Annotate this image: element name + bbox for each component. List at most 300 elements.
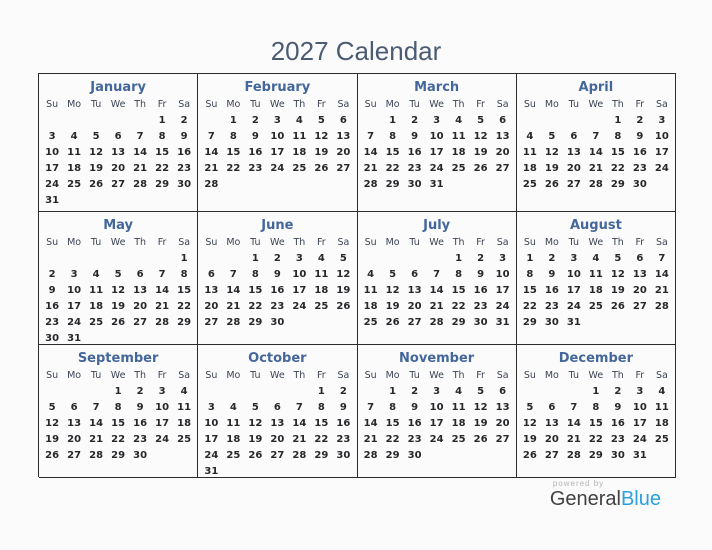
week-row [200, 250, 354, 266]
day-cell: 18 [292, 146, 307, 158]
weekday-header: Sa [655, 99, 668, 110]
day-cell: 9 [411, 130, 419, 142]
day-cell: 29 [385, 449, 400, 461]
day-cell: 30 [632, 178, 647, 190]
week-row [519, 282, 673, 298]
weekday-header: Sa [655, 370, 668, 381]
day-cell: 1 [614, 114, 622, 126]
day-cell: 13 [111, 146, 126, 158]
day-cell: 28 [363, 178, 378, 190]
week-row [41, 192, 195, 208]
weekday-header: Sa [496, 99, 509, 110]
day-cell: 31 [566, 316, 581, 328]
empty-day-cell [470, 176, 492, 192]
week-row [41, 282, 195, 298]
day-cell: 23 [336, 433, 351, 445]
day-cell: 3 [658, 114, 666, 126]
day-cell: 1 [180, 252, 188, 264]
month-october [198, 345, 357, 478]
day-cell: 22 [155, 162, 170, 174]
weekday-header: Su [523, 237, 536, 248]
weekday-header: Fr [476, 237, 485, 248]
day-cell: 2 [180, 114, 188, 126]
day-cell: 23 [177, 162, 192, 174]
day-cell: 10 [495, 268, 510, 280]
day-cell: 26 [473, 433, 488, 445]
day-cell: 14 [363, 146, 378, 158]
weekday-header: Th [134, 370, 147, 381]
weekday-header: We [429, 370, 444, 381]
day-cell: 21 [133, 162, 148, 174]
week-row [200, 447, 354, 463]
day-cell: 13 [495, 130, 510, 142]
day-cell: 10 [429, 401, 444, 413]
empty-day-cell [448, 176, 470, 192]
week-row [519, 176, 673, 192]
week-row [41, 112, 195, 128]
day-cell: 26 [45, 449, 60, 461]
day-cell: 24 [67, 316, 82, 328]
day-cell: 24 [155, 433, 170, 445]
day-cell: 7 [592, 130, 600, 142]
day-cell: 12 [385, 284, 400, 296]
week-row [41, 447, 195, 463]
day-cell: 19 [111, 300, 126, 312]
day-cell: 17 [45, 162, 60, 174]
day-cell: 22 [610, 162, 625, 174]
day-cell: 11 [363, 284, 378, 296]
weekday-header: Sa [178, 237, 191, 248]
day-cell: 10 [429, 130, 444, 142]
weekday-header: We [588, 99, 604, 110]
empty-day-cell [310, 176, 332, 192]
week-row [519, 431, 673, 447]
empty-day-cell [107, 112, 129, 128]
empty-day-cell [151, 192, 173, 208]
day-cell: 15 [588, 417, 603, 429]
day-cell: 22 [385, 433, 400, 445]
week-row [360, 176, 514, 192]
month-title: August [569, 218, 622, 233]
weekday-header: Su [364, 370, 377, 381]
day-cell: 30 [133, 449, 148, 461]
empty-day-cell [563, 383, 585, 399]
day-cell: 27 [133, 316, 148, 328]
day-cell: 22 [385, 162, 400, 174]
month-february [198, 74, 357, 212]
weekday-header: Fr [157, 237, 167, 248]
day-cell: 3 [499, 252, 507, 264]
day-cell: 19 [544, 162, 559, 174]
weekday-header: Fr [317, 237, 326, 248]
weekday-header: Fr [157, 370, 167, 381]
day-cell: 26 [314, 162, 329, 174]
day-cell: 9 [339, 401, 347, 413]
day-cell: 30 [45, 332, 60, 344]
day-cell: 27 [67, 449, 82, 461]
day-cell: 31 [45, 194, 60, 206]
day-cell: 1 [592, 385, 600, 397]
weekday-header: Tu [90, 237, 102, 248]
day-cell: 9 [614, 401, 622, 413]
month-table [200, 97, 354, 192]
day-cell: 31 [204, 465, 219, 477]
day-cell: 28 [292, 449, 307, 461]
day-cell: 16 [177, 146, 192, 158]
month-table [200, 368, 354, 478]
day-cell: 30 [407, 178, 422, 190]
weekday-header: We [110, 237, 126, 248]
day-cell: 2 [614, 385, 622, 397]
week-row [519, 112, 673, 128]
weekday-header: Tu [409, 370, 420, 381]
day-cell: 26 [544, 178, 559, 190]
generalblue-logo [550, 488, 661, 510]
weekday-header: Th [452, 99, 465, 110]
weekday-header: Fr [476, 99, 485, 110]
weekday-header: Mo [544, 370, 559, 381]
weekday-header: Su [46, 99, 59, 110]
day-cell: 4 [526, 130, 534, 142]
page-title: 2027 Calendar [270, 36, 442, 66]
day-cell: 6 [207, 268, 215, 280]
week-row [519, 415, 673, 431]
day-cell: 3 [207, 401, 215, 413]
weekday-header: Tu [409, 237, 420, 248]
month-table [41, 97, 195, 208]
day-cell: 25 [522, 178, 537, 190]
day-cell: 27 [566, 178, 581, 190]
day-cell: 22 [177, 300, 192, 312]
day-cell: 9 [411, 401, 419, 413]
day-cell: 16 [473, 284, 488, 296]
day-cell: 1 [455, 252, 463, 264]
day-cell: 18 [67, 162, 82, 174]
week-row [41, 383, 195, 399]
day-cell: 18 [226, 433, 241, 445]
day-cell: 23 [407, 433, 422, 445]
empty-day-cell [129, 250, 151, 266]
day-cell: 18 [451, 146, 466, 158]
day-cell: 28 [588, 178, 603, 190]
empty-day-cell [288, 314, 310, 330]
day-cell: 18 [654, 417, 669, 429]
day-cell: 1 [389, 385, 397, 397]
month-table [519, 235, 673, 330]
day-cell: 29 [177, 316, 192, 328]
day-cell: 11 [451, 401, 466, 413]
day-cell: 9 [251, 130, 259, 142]
empty-day-cell [107, 250, 129, 266]
empty-day-cell [404, 250, 426, 266]
day-cell: 19 [336, 284, 351, 296]
month-august [517, 212, 676, 345]
day-cell: 13 [566, 146, 581, 158]
day-cell: 15 [248, 284, 263, 296]
weekday-header: Mo [385, 99, 400, 110]
day-cell: 19 [248, 433, 263, 445]
empty-day-cell [360, 112, 382, 128]
month-title: September [77, 351, 159, 366]
day-cell: 7 [570, 401, 578, 413]
day-cell: 8 [180, 268, 188, 280]
calendar-grid [38, 73, 676, 477]
empty-day-cell [41, 383, 63, 399]
brand-blue-text: Blue [620, 488, 661, 510]
day-cell: 6 [570, 130, 578, 142]
day-cell: 10 [155, 401, 170, 413]
month-title: March [414, 80, 460, 95]
day-cell: 29 [610, 178, 625, 190]
day-cell: 15 [610, 146, 625, 158]
week-row [200, 415, 354, 431]
weekday-header: Sa [496, 237, 509, 248]
day-cell: 6 [114, 130, 122, 142]
day-cell: 7 [92, 401, 100, 413]
day-cell: 14 [363, 417, 378, 429]
day-cell: 11 [292, 130, 307, 142]
day-cell: 3 [295, 252, 303, 264]
day-cell: 3 [158, 385, 166, 397]
weekday-header: Sa [178, 99, 191, 110]
day-cell: 23 [133, 433, 148, 445]
empty-day-cell [310, 463, 332, 478]
day-cell: 24 [292, 300, 307, 312]
day-cell: 9 [273, 268, 281, 280]
empty-day-cell [629, 314, 651, 330]
weekday-header: Th [611, 99, 624, 110]
day-cell: 28 [226, 316, 241, 328]
day-cell: 5 [614, 252, 622, 264]
weekday-header: We [270, 99, 285, 110]
day-cell: 4 [658, 385, 666, 397]
day-cell: 8 [389, 401, 397, 413]
weekday-header: Sa [337, 370, 350, 381]
weekday-header: Th [134, 99, 147, 110]
day-cell: 21 [588, 162, 603, 174]
weekday-header: Tu [250, 99, 261, 110]
empty-day-cell [200, 250, 222, 266]
week-row [519, 399, 673, 415]
day-cell: 29 [522, 316, 537, 328]
empty-day-cell [244, 383, 266, 399]
day-cell: 24 [429, 433, 444, 445]
day-cell: 16 [544, 284, 559, 296]
day-cell: 7 [367, 130, 375, 142]
weekday-header: Tu [568, 370, 580, 381]
week-row [519, 298, 673, 314]
day-cell: 26 [248, 449, 263, 461]
day-cell: 17 [632, 417, 647, 429]
empty-day-cell [173, 330, 195, 345]
day-cell: 6 [136, 268, 144, 280]
month-title: November [399, 351, 475, 366]
empty-day-cell [222, 383, 244, 399]
day-cell: 3 [273, 114, 281, 126]
weekday-header: Mo [385, 237, 400, 248]
weekday-header: Sa [337, 237, 350, 248]
day-cell: 6 [499, 385, 507, 397]
day-cell: 30 [336, 449, 351, 461]
month-may [39, 212, 198, 345]
month-title: December [558, 351, 633, 366]
day-cell: 23 [610, 433, 625, 445]
day-cell: 19 [473, 146, 488, 158]
weekday-header: We [270, 237, 285, 248]
day-cell: 11 [451, 130, 466, 142]
weekday-header: We [588, 237, 604, 248]
day-cell: 12 [473, 401, 488, 413]
day-cell: 8 [114, 401, 122, 413]
day-cell: 7 [136, 130, 144, 142]
day-cell: 11 [314, 268, 329, 280]
weekday-header: We [429, 237, 444, 248]
weekday-header: Su [46, 370, 59, 381]
empty-day-cell [651, 447, 673, 463]
weekday-header: Mo [67, 99, 82, 110]
week-row [360, 112, 514, 128]
week-row [200, 176, 354, 192]
empty-day-cell [85, 250, 107, 266]
day-cell: 26 [89, 178, 104, 190]
day-cell: 8 [229, 130, 237, 142]
week-row [200, 160, 354, 176]
day-cell: 28 [133, 178, 148, 190]
day-cell: 19 [610, 284, 625, 296]
month-title: May [103, 218, 134, 233]
day-cell: 6 [548, 401, 556, 413]
day-cell: 18 [588, 284, 603, 296]
day-cell: 11 [522, 146, 537, 158]
day-cell: 8 [251, 268, 259, 280]
weekday-header: Th [293, 237, 306, 248]
empty-day-cell [360, 383, 382, 399]
day-cell: 12 [473, 130, 488, 142]
empty-day-cell [151, 447, 173, 463]
day-cell: 1 [317, 385, 325, 397]
day-cell: 31 [429, 178, 444, 190]
day-cell: 2 [477, 252, 485, 264]
empty-day-cell [492, 447, 514, 463]
day-cell: 4 [92, 268, 100, 280]
weekday-header: Su [523, 370, 536, 381]
weekday-header: We [110, 370, 126, 381]
empty-day-cell [266, 176, 288, 192]
day-cell: 17 [292, 284, 307, 296]
week-row [360, 399, 514, 415]
day-cell: 19 [522, 433, 537, 445]
day-cell: 6 [499, 114, 507, 126]
day-cell: 15 [522, 284, 537, 296]
day-cell: 26 [473, 162, 488, 174]
day-cell: 6 [339, 114, 347, 126]
day-cell: 22 [111, 433, 126, 445]
month-january [39, 74, 198, 212]
day-cell: 24 [45, 178, 60, 190]
day-cell: 18 [451, 417, 466, 429]
week-row [41, 160, 195, 176]
day-cell: 28 [654, 300, 669, 312]
week-row [360, 314, 514, 330]
day-cell: 10 [204, 417, 219, 429]
empty-day-cell [492, 176, 514, 192]
weekday-header: Fr [476, 370, 485, 381]
day-cell: 23 [407, 162, 422, 174]
day-cell: 29 [588, 449, 603, 461]
day-cell: 26 [336, 300, 351, 312]
day-cell: 4 [455, 385, 463, 397]
day-cell: 26 [111, 316, 126, 328]
weekday-header: Su [205, 370, 218, 381]
day-cell: 25 [314, 300, 329, 312]
day-cell: 12 [45, 417, 60, 429]
day-cell: 30 [610, 449, 625, 461]
weekday-header: Su [205, 237, 218, 248]
day-cell: 25 [177, 433, 192, 445]
footer-brand-lockup[interactable] [550, 479, 661, 510]
day-cell: 1 [526, 252, 534, 264]
day-cell: 17 [270, 146, 285, 158]
weekday-header: Th [611, 237, 624, 248]
week-row [519, 144, 673, 160]
weekday-header: Tu [90, 99, 102, 110]
day-cell: 12 [89, 146, 104, 158]
empty-day-cell [63, 250, 85, 266]
day-cell: 23 [473, 300, 488, 312]
empty-day-cell [41, 250, 63, 266]
day-cell: 16 [610, 417, 625, 429]
empty-day-cell [222, 176, 244, 192]
week-row [519, 314, 673, 330]
day-cell: 15 [314, 417, 329, 429]
day-cell: 20 [632, 284, 647, 296]
day-cell: 17 [155, 417, 170, 429]
day-cell: 8 [614, 130, 622, 142]
weekday-header: Sa [496, 370, 509, 381]
day-cell: 8 [389, 130, 397, 142]
day-cell: 24 [270, 162, 285, 174]
week-row [360, 282, 514, 298]
empty-day-cell [63, 192, 85, 208]
day-cell: 31 [495, 316, 510, 328]
week-row [41, 399, 195, 415]
day-cell: 5 [389, 268, 397, 280]
week-row [200, 298, 354, 314]
day-cell: 22 [248, 300, 263, 312]
day-cell: 7 [658, 252, 666, 264]
day-cell: 24 [429, 162, 444, 174]
day-cell: 11 [89, 284, 104, 296]
day-cell: 3 [433, 385, 441, 397]
week-row [41, 266, 195, 282]
day-cell: 31 [632, 449, 647, 461]
day-cell: 25 [67, 178, 82, 190]
week-row [41, 314, 195, 330]
day-cell: 18 [522, 162, 537, 174]
week-row [519, 128, 673, 144]
day-cell: 17 [495, 284, 510, 296]
day-cell: 16 [632, 146, 647, 158]
month-title: January [90, 80, 147, 95]
month-table [519, 97, 673, 192]
day-cell: 29 [451, 316, 466, 328]
week-row [41, 298, 195, 314]
day-cell: 5 [548, 130, 556, 142]
day-cell: 28 [429, 316, 444, 328]
day-cell: 21 [654, 284, 669, 296]
day-cell: 14 [204, 146, 219, 158]
day-cell: 1 [229, 114, 237, 126]
